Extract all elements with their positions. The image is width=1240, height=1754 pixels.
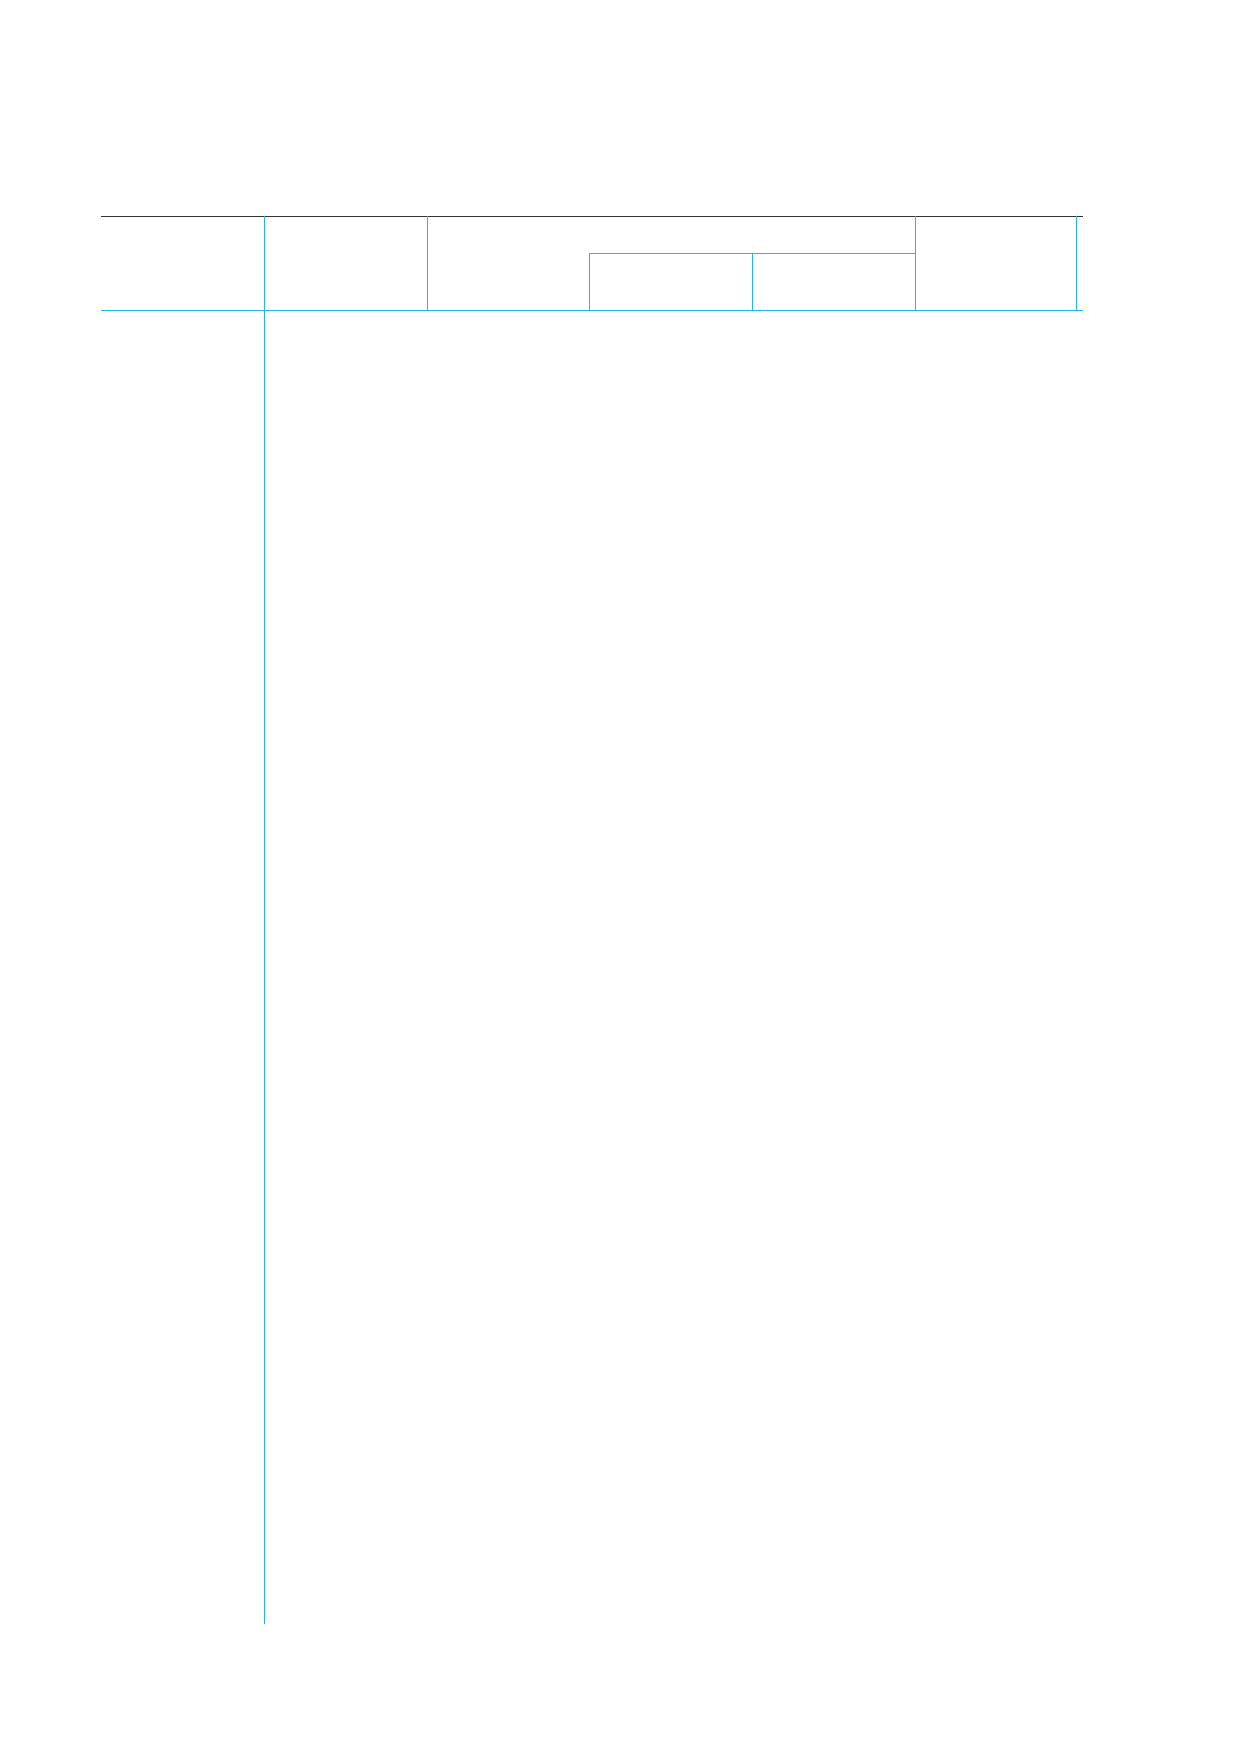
header-divider-1: [427, 216, 428, 310]
header-bottom-rule: [101, 310, 1083, 311]
table-top-rule: [101, 216, 1083, 217]
header-right-edge: [1076, 216, 1077, 310]
header-divider-2: [589, 253, 590, 310]
header-divider-4: [915, 216, 916, 310]
year-column-divider: [264, 216, 265, 1624]
header-divider-3: [752, 253, 753, 310]
